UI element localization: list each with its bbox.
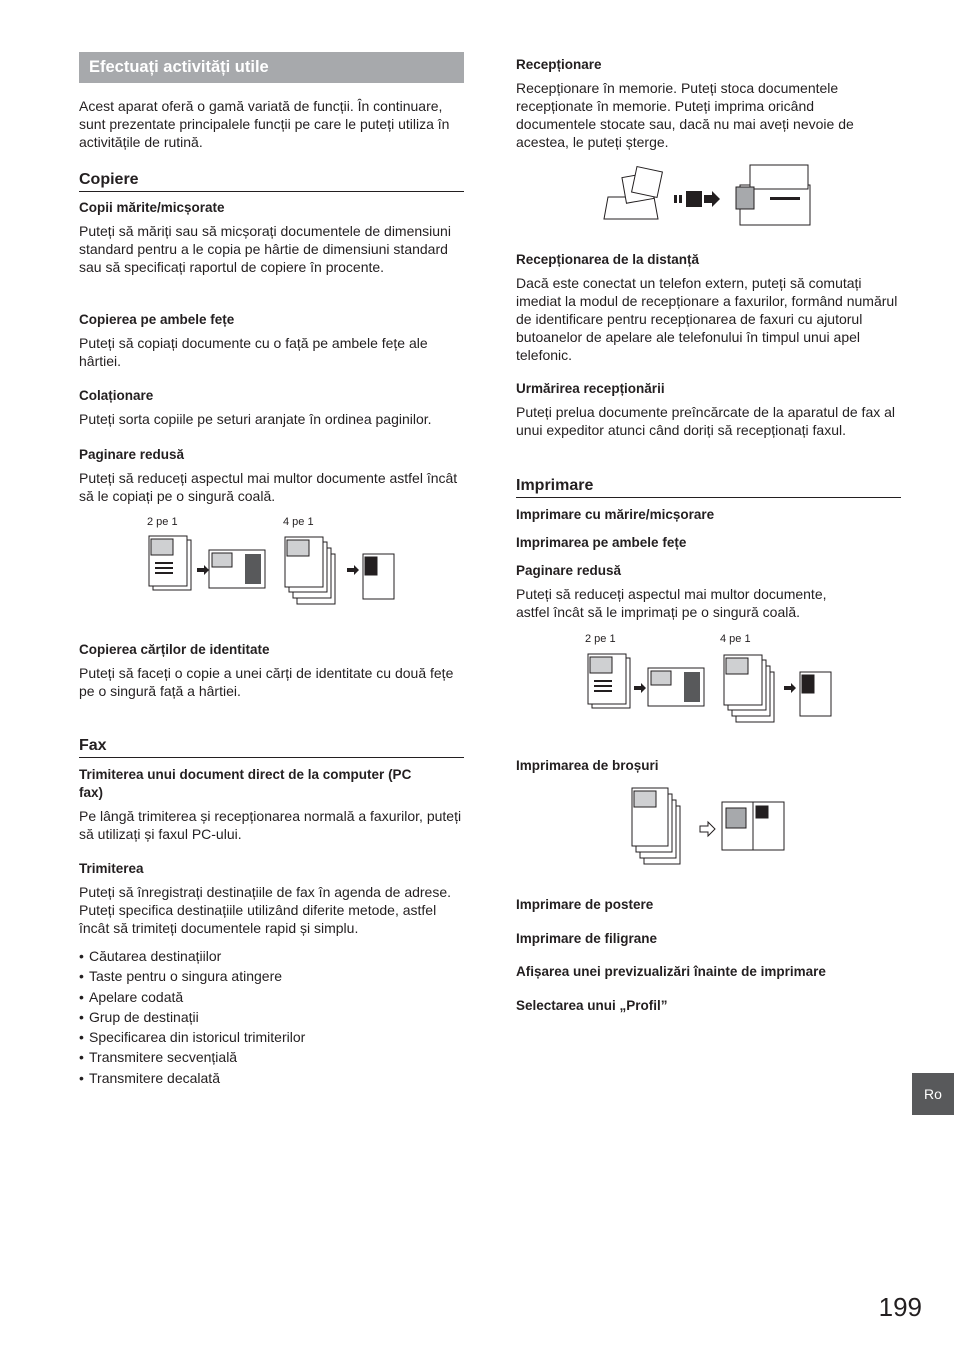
imprimare-item-head: Paginare redusă xyxy=(516,563,622,578)
section-banner: Efectuați activități utile xyxy=(79,52,464,83)
list-item: • Căutarea destinațiilor xyxy=(79,946,465,966)
label-4in1: 4 pe 1 xyxy=(720,633,751,645)
imprimare-tail-item: Selectarea unui „Profil” xyxy=(516,998,668,1013)
language-tab: Ro xyxy=(912,1073,954,1115)
list-item: • Taste pentru o singura atingere xyxy=(79,966,465,986)
label-4in1: 4 pe 1 xyxy=(283,516,314,528)
imprimare-brosuri-head: Imprimarea de broșuri xyxy=(516,758,659,773)
list-item: • Grup de destinații xyxy=(79,1007,465,1027)
copiere-item-body: Puteți să faceți o copie a unei cărți de identitate cu două fețe pe o singură față a hârtiei. xyxy=(79,665,454,699)
fax-track-head: Urmărirea recepționării xyxy=(516,381,665,396)
list-item: • Transmitere decalată xyxy=(79,1068,465,1088)
fax-recv-body: Recepționare în memorie. Puteți stoca documentele recepționate în memorie. Puteți imprima oricând documentele stocate sau, dacă nu mai aveți nevoie de acestea, le puteți șterge. xyxy=(516,80,854,150)
fax-send-head: Trimiterea xyxy=(79,861,144,876)
copiere-title: Copiere xyxy=(79,170,464,192)
list-item: • Transmitere secvențială xyxy=(79,1047,465,1067)
fax-destination-list xyxy=(79,946,465,1088)
fax-title: Fax xyxy=(79,736,464,758)
copiere-item-head: Colaționare xyxy=(79,388,154,403)
fax-recv-head: Recepționare xyxy=(516,57,602,72)
page-number: 199 xyxy=(878,1292,922,1322)
copiere-item-head: Copierea cărților de identitate xyxy=(79,642,270,657)
list-item: • Specificarea din istoricul trimiterilor xyxy=(79,1027,465,1047)
fax-pc-body: Pe lângă trimiterea și recepționarea normală a faxurilor, puteți să utilizați și faxul PC-ului. xyxy=(79,808,462,842)
fax-pc-head: Trimiterea unui document direct de la computer (PC fax) xyxy=(79,767,412,800)
imprimare-tail-item: Imprimare de postere xyxy=(516,897,654,912)
copiere-item-head: Copierea pe ambele fețe xyxy=(79,312,235,327)
imprimare-tail-item: Afișarea unei previzualizări înainte de imprimare xyxy=(516,964,826,979)
nup-copy-illustration xyxy=(145,532,400,622)
fax-receive-illustration xyxy=(600,157,820,229)
booklet-illustration xyxy=(630,786,790,872)
fax-remote-head: Recepționarea de la distanță xyxy=(516,252,700,267)
copiere-item-head: Paginare redusă xyxy=(79,447,185,462)
label-2in1: 2 pe 1 xyxy=(147,516,178,528)
label-2in1: 2 pe 1 xyxy=(585,633,616,645)
fax-send-body: Puteți să înregistrați destinațiile de fax în agenda de adrese. Puteți specifica destinațiile utilizând diferite metode, astfel încât să trimiteți documentele rapid și simplu. xyxy=(79,884,452,936)
intro-text: Acest aparat oferă o gamă variată de funcții. În continuare, sunt prezentate principalele funcții pe care le puteți utiliza în activitățile de rutină. xyxy=(79,98,450,150)
imprimare-tail-item: Imprimare de filigrane xyxy=(516,931,658,946)
fax-remote-body: Dacă este conectat un telefon extern, puteți să comutați imediat la modul de recepționare a faxurilor, formând numărul de identificare pentru recepționarea de faxuri cu ajutorul butoanelor de apelare ale telefonului în timpul unui apel telefonic. xyxy=(516,275,898,363)
copiere-item-body: Puteți să reduceți aspectul mai multor documente astfel încât să le copiați pe o singură coală. xyxy=(79,470,458,504)
copiere-item-body: Puteți sorta copiile pe seturi aranjate în ordinea paginilor. xyxy=(79,411,432,427)
imprimare-item-head: Imprimarea pe ambele fețe xyxy=(516,535,687,550)
imprimare-reduce-body: Puteți să reduceți aspectul mai multor documente, astfel încât să le imprimați pe o singură coală. xyxy=(516,586,827,620)
nup-print-illustration xyxy=(584,650,839,740)
copiere-item-head: Copii mărite/micșorate xyxy=(79,200,225,215)
imprimare-item-head: Imprimare cu mărire/micșorare xyxy=(516,507,715,522)
imprimare-title: Imprimare xyxy=(516,476,901,498)
list-item: • Apelare codată xyxy=(79,987,465,1007)
copiere-item-body: Puteți să copiați documente cu o față pe ambele fețe ale hârtiei. xyxy=(79,335,428,369)
copiere-item-body: Puteți să măriți sau să micșorați documentele de dimensiuni standard pentru a le copia pe hârtie de dimensiuni standard sau să specificați raportul de copiere în procente. xyxy=(79,223,451,275)
fax-track-body: Puteți prelua documente preîncărcate de la aparatul de fax al unui expeditor atunci când doriți să recepționați faxul. xyxy=(516,404,896,438)
